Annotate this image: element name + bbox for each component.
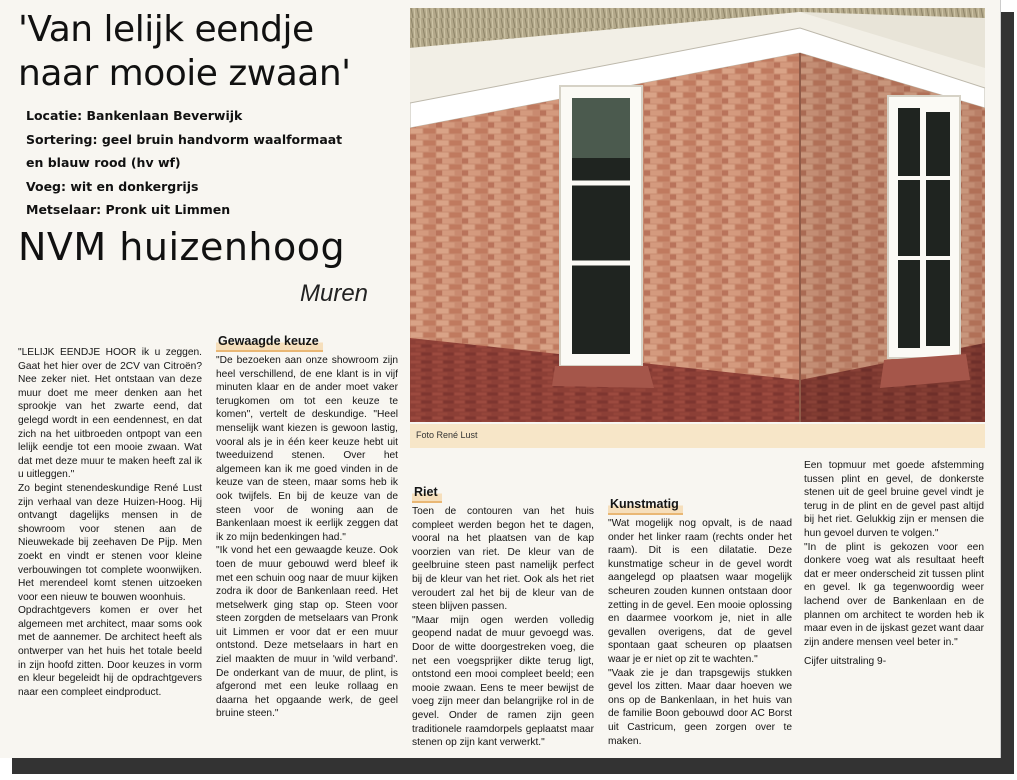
col2-paragraph-2: "Ik vond het een gewaagde keuze. Ook toen de muur gebouwd werd bleef ik met een schuin oog naar de muur kijken zodra ik door de Bankenlaan reed. Het metselwerk ging stap op. Steen voor steen zorgden de metselaars van Pronk uit Limmen er voor dat er een muur ontstond. Deze metselaars in hart en ziel maakten de muur in 'wild verband'. De onderkant van de muur, de plint, is afgerond met een leuke rollaag en daarna het opgaande werk, de geel bruine steen."	[216, 545, 398, 720]
col1-paragraph-2: Zo begint stenendeskundige René Lust zijn verhaal van deze Huizen-Hoog. Hij ontvangt dagelijks mensen in de showroom voor stenen aan de Nieuwekade bij zeehaven De Pijp. Men zoekt en vindt er stenen voor kleine verbouwingen tot complete woonwijken. Het merendeel komt stenen uitzoeken voor een nieuw te bouwen woonhuis.	[18, 482, 202, 603]
spec-bricklayer: Metselaar: Pronk uit Limmen	[26, 202, 231, 217]
column-4	[608, 496, 792, 748]
col4-paragraph-1: "Wat mogelijk nog opvalt, is de naad onder het linker raam (rechts onder het raam). Dit is een dilatatie. Deze kunstmatige scheur in de gevel wordt aangelegd op plaatsen waar mogelijk scheuren zouden kunnen ontstaan door zetting in de gevel. Een mooie oplossing en daarmee voorkom je, niet in alle gevallen overigens, dat de gevel spontaan gaat scheuren op plaatsen waar je er niet op zit te wachten."	[608, 518, 792, 665]
page-shadow-right	[1000, 12, 1014, 772]
page-shadow-bottom	[12, 758, 1014, 774]
spec-joint: Voeg: wit en donkergrijs	[26, 178, 199, 194]
col1-paragraph-1: "LELIJK EENDJE HOOR ik u zeggen. Gaat het hier over de 2CV van Citroën? Nee zeker niet. Het ontstaan van deze muur doet me meer denken aan het sprookje van het zwarte eend, dat gelegd wordt in een eendennest, en dat zich na het uitbroeden ontpopt van een lelijk eendje tot een mooie zwaan. Wat dat met deze muur te maken heeft zal ik u uitleggen."	[18, 347, 202, 481]
photo-caption: Foto René Lust	[416, 430, 478, 440]
rating: Cijfer uitstraling 9-	[804, 656, 887, 668]
spec-sorting: Sortering: geel bruin handvorm waalformaat	[26, 131, 343, 147]
heading-gewaagde-keuze: Gewaagde keuze	[216, 333, 323, 352]
headline-line-2: naar mooie zwaan'	[18, 53, 351, 94]
col3-paragraph-2: "Maar mijn ogen werden volledig geopend nadat de muur gevoegd was. Door de witte doorgestreken voeg, die net een voegsprijker dikte terug ligt, ontstond een mooi compleet beeld; een mooie zwaan. Eens te meer bewijst de voeg zijn meer dan belangrijke rol in de gevel. Onder de ramen zijn geen traditionele raamdorpels geplaatst maar stenen op zijn kant verwerkt."	[412, 614, 594, 749]
heading-kunstmatig: Kunstmatig	[608, 496, 683, 515]
col5-paragraph-2: "In de plint is gekozen voor een donkere voeg wat als resultaat heeft dat er meer onderscheid zit tussen plint en gevel. Ik ga tegenwoordig weer lachend over de Bankenlaan en de plannen om architect te worden heb ik maar even in de ijskast gezet want daar zijn andere mensen veel beter in."	[804, 541, 984, 648]
column-1	[18, 346, 202, 699]
column-2	[216, 333, 398, 721]
headline-line-1: 'Van lelijk eendje	[18, 9, 314, 50]
house-photo	[410, 8, 985, 422]
col2-paragraph-1: "De bezoeken aan onze showroom zijn heel verschillend, de ene klant is in vijf minuten klaar en de ander moet vaker terugkomen om tot een keuze te komen", vertelt de deskundige. "Heel menselijk want kiezen is gewoon lastig, vooral als je in één keer keuze hebt uit tweeduizend stenen. Over het algemeen kan ik me goed vinden in de keuze van de steen, maar soms heb ik ook twijfels. En bij de keuze van de steen voor de woning aan de Bankenlaan moest ik eerlijk zeggen dat ik zo mijn bedenkingen had."	[216, 355, 398, 543]
heading-riet: Riet	[412, 484, 442, 503]
col4-paragraph-2: "Vaak zie je dan trapsgewijs stukken gevel los zitten. Maar daar hoeven we ons op de Bankenlaan, in het huis van de familie Boon gebouwd door AC Borst uit Castricum, geen zorgen over te maken.	[608, 667, 792, 747]
spec-sorting-cont: en blauw rood (hv wf)	[26, 155, 181, 170]
caption-bar	[410, 424, 985, 448]
col3-paragraph-1: Toen de contouren van het huis compleet werden begon het te dagen, vooral na het plaatsen van de kap voorzien van riet. De kleur van de geelbruine steen past namelijk perfect bij de kleur van het riet. Ook als het riet veroudert zal het bij de kleur van de steen blijven passen.	[412, 506, 594, 613]
column-3	[412, 484, 594, 750]
column-5	[804, 459, 984, 669]
section-title: NVM huizenhoog	[18, 225, 346, 269]
project-specs	[26, 104, 406, 222]
col5-paragraph-1: Een topmuur met goede afstemming tussen plint en gevel, de donkerste stenen uit de geel bruine gevel vindt je terug in de plint en de gevel past altijd bij het riet. Gelukkig zijn er mensen die hun gevoel durven te volgen."	[804, 460, 984, 539]
col1-paragraph-3: Opdrachtgevers komen er over het algemeen met architect, maar soms ook met de aannemer. De architect heeft als ontwerper van het huis het totale beeld in zijn hoofd zitten. Door keuzes in vorm en kleur begeleidt hij de opdrachtgevers naar een compleet eindproduct.	[18, 605, 202, 698]
headline	[18, 8, 418, 96]
section-subtitle: Muren	[300, 280, 369, 307]
spec-location: Locatie: Bankenlaan Beverwijk	[26, 108, 243, 123]
